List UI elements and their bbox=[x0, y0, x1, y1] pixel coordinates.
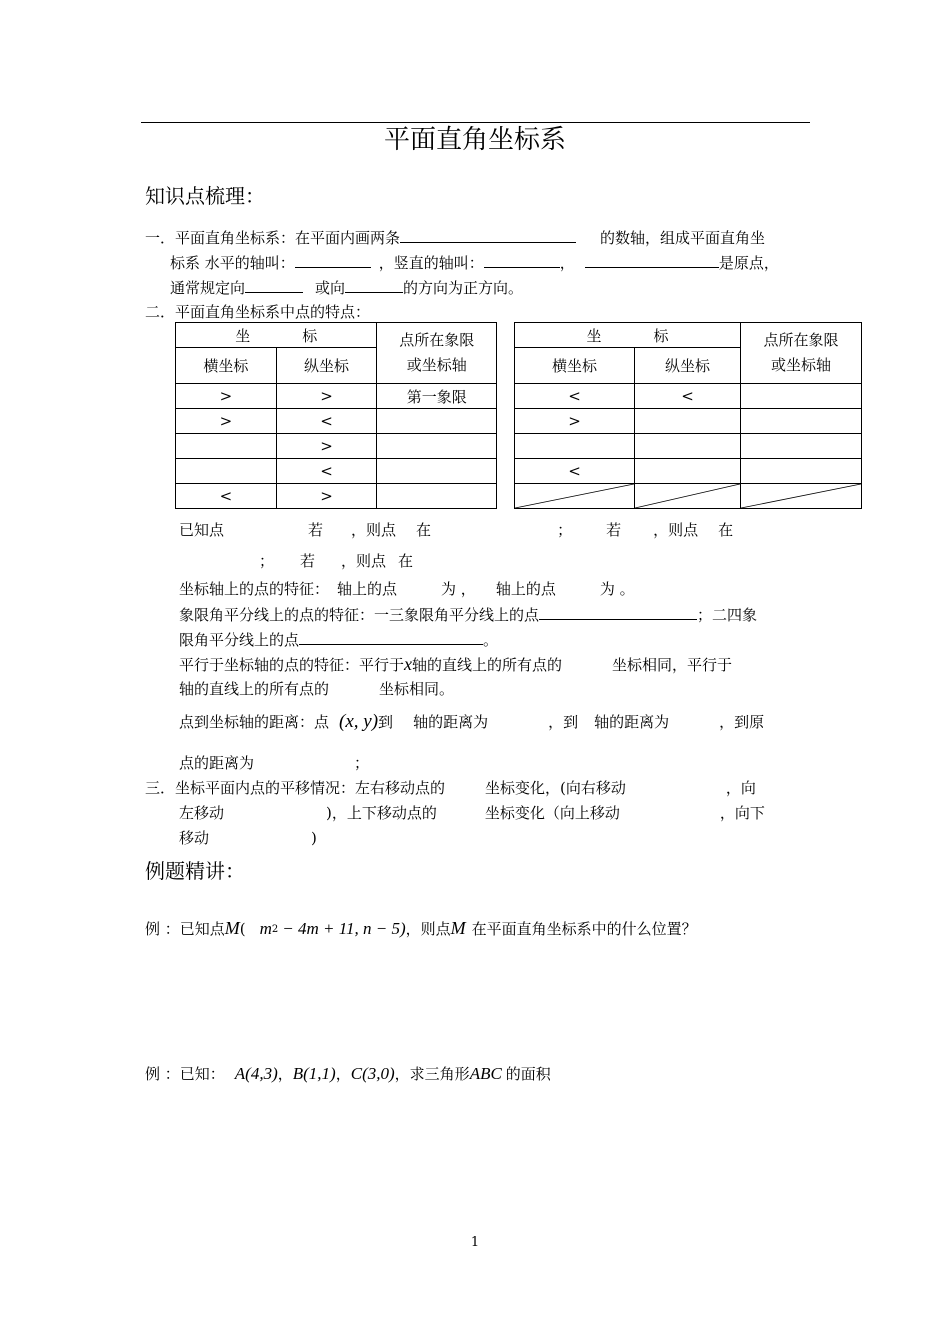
bisector-line1 bbox=[179, 604, 757, 625]
s3-text: 坐标变化（向上移动 bbox=[484, 804, 620, 822]
fill-blank bbox=[299, 629, 483, 645]
crossed-cell bbox=[635, 484, 741, 509]
parallel-line2 bbox=[179, 679, 454, 699]
s1-line2 bbox=[170, 252, 779, 273]
bisector-text: ；二四象 bbox=[697, 606, 758, 624]
s3-text: )，上下移动点的 bbox=[326, 804, 437, 822]
s3-text: 三．坐标平面内点的平移情况：左右移动点的 bbox=[145, 779, 446, 797]
cell bbox=[741, 434, 862, 459]
expression: − 4m + 11, n − 5) bbox=[282, 919, 406, 938]
diagonal-line bbox=[741, 484, 861, 508]
cell bbox=[635, 409, 741, 434]
s1-text: 的数轴，组成平面直角坐 bbox=[600, 229, 766, 247]
table-row-crossed bbox=[515, 484, 862, 509]
s1-text: 或向 bbox=[315, 279, 346, 297]
distance-text: ； bbox=[354, 754, 370, 772]
page-number: 1 bbox=[470, 1235, 480, 1250]
cell bbox=[377, 484, 497, 509]
cell bbox=[377, 434, 497, 459]
variable-x: x bbox=[404, 654, 413, 674]
known-text: 在 bbox=[718, 521, 734, 539]
axis-text: 为 。 bbox=[599, 580, 635, 598]
cell bbox=[176, 434, 277, 459]
cell bbox=[741, 459, 862, 484]
cell bbox=[635, 434, 741, 459]
cell: < bbox=[276, 459, 377, 484]
table-row bbox=[176, 409, 497, 434]
point-xy: (x, y) bbox=[339, 711, 379, 732]
s3-text: 左移动 bbox=[179, 804, 225, 822]
diagonal-line bbox=[515, 484, 634, 508]
header-x: 横坐标 bbox=[176, 348, 277, 384]
distance-text: 轴的距离为 bbox=[594, 713, 670, 731]
cell bbox=[741, 409, 862, 434]
table-row bbox=[515, 409, 862, 434]
examples-heading: 例题精讲： bbox=[145, 859, 245, 883]
table-row bbox=[515, 459, 862, 484]
ex1-text: ( bbox=[239, 920, 246, 938]
distance-line2 bbox=[179, 753, 369, 773]
cell: > bbox=[515, 409, 635, 434]
fill-blank bbox=[539, 604, 697, 620]
s3-text: 坐标变化，(向右移动 bbox=[485, 779, 626, 797]
knowledge-heading: 知识点梳理： bbox=[145, 184, 265, 208]
point-C: C(3,0) bbox=[350, 1064, 395, 1083]
s3-line1 bbox=[145, 778, 756, 798]
ex2-text: ， bbox=[335, 1065, 351, 1083]
cell bbox=[377, 459, 497, 484]
distance-text: 轴的距离为 bbox=[413, 713, 489, 731]
fill-blank bbox=[295, 252, 371, 268]
var-M: M bbox=[450, 918, 466, 938]
known-text: 若 bbox=[300, 552, 316, 570]
distance-text: ，到 bbox=[548, 713, 579, 731]
ex2-text: ，求三角形 bbox=[394, 1065, 470, 1083]
ex2-text: ， bbox=[277, 1065, 293, 1083]
quadrant-table-right bbox=[514, 322, 862, 509]
ex1-text: ，则点 bbox=[405, 920, 451, 938]
cell bbox=[176, 459, 277, 484]
s3-text: ，向 bbox=[725, 779, 756, 797]
cell bbox=[377, 409, 497, 434]
point-A: A(4,3) bbox=[234, 1064, 278, 1083]
known-text: 若 bbox=[308, 521, 324, 539]
bisector-text: 限角平分线上的点 bbox=[179, 631, 300, 649]
known-text: ，则点 bbox=[653, 521, 699, 539]
bisector-text: 象限角平分线上的点的特征：一三象限角平分线上的点 bbox=[179, 606, 540, 624]
table-row bbox=[176, 384, 497, 409]
known-text: 在 bbox=[416, 521, 432, 539]
s1-line3 bbox=[170, 277, 523, 298]
known-line1 bbox=[179, 520, 733, 540]
parallel-text: 坐标相同，平行于 bbox=[612, 656, 733, 674]
cell bbox=[515, 434, 635, 459]
parallel-line1 bbox=[179, 654, 732, 675]
diagonal-line bbox=[635, 484, 740, 508]
header-coordinate: 坐 标 bbox=[515, 323, 741, 348]
s1-text: 标系 水平的轴叫： bbox=[170, 254, 295, 272]
fill-blank bbox=[345, 277, 403, 293]
bisector-text: 。 bbox=[483, 631, 499, 649]
header-quadrant: 点所在象限 或坐标轴 bbox=[741, 323, 862, 384]
axis-text: 为 ， bbox=[441, 580, 476, 598]
ex2-text: 的面积 bbox=[505, 1065, 551, 1083]
cell: 第一象限 bbox=[377, 384, 497, 409]
known-text: ，则点 bbox=[351, 521, 397, 539]
parallel-text: 轴的直线上的所有点的 bbox=[179, 680, 330, 698]
distance-text: 点的距离为 bbox=[179, 754, 255, 772]
s1-text: ， bbox=[559, 254, 575, 272]
s2-heading: 二．平面直角坐标系中点的特点： bbox=[145, 303, 371, 321]
known-line2 bbox=[259, 551, 413, 571]
fill-blank bbox=[245, 277, 303, 293]
ex1-text: 在平面直角坐标系中的什么位置？ bbox=[471, 920, 697, 938]
table-row bbox=[176, 459, 497, 484]
known-text: ； bbox=[557, 521, 573, 539]
axis-text: 轴上的点 bbox=[495, 580, 556, 598]
cell: < bbox=[276, 409, 377, 434]
page-title: 平面直角坐标系 bbox=[383, 125, 566, 155]
s1-text: 通常规定向 bbox=[170, 279, 246, 297]
fill-blank bbox=[400, 227, 576, 243]
cell: < bbox=[515, 384, 635, 409]
s1-text: 是原点， bbox=[718, 254, 779, 272]
cell: < bbox=[635, 384, 741, 409]
quadrant-table-left bbox=[175, 322, 497, 509]
known-text: 已知点 bbox=[179, 521, 225, 539]
var-m: m bbox=[259, 919, 272, 938]
s3-text: 移动 bbox=[179, 829, 210, 847]
axis-points-line bbox=[179, 579, 635, 599]
known-text: ，则点 bbox=[341, 552, 387, 570]
cell: < bbox=[176, 484, 277, 509]
header-x: 横坐标 bbox=[515, 348, 635, 384]
table-row bbox=[515, 434, 862, 459]
header-quadrant: 点所在象限 或坐标轴 bbox=[377, 323, 497, 384]
parallel-text: 平行于坐标轴的点的特征：平行于 bbox=[179, 656, 405, 674]
fill-blank bbox=[484, 252, 560, 268]
s1-line1 bbox=[145, 227, 765, 248]
axis-text: 坐标轴上的点的特征： bbox=[179, 580, 330, 598]
s3-text: ，向下 bbox=[719, 804, 765, 822]
cell: > bbox=[176, 384, 277, 409]
header-coordinate: 坐 标 bbox=[176, 323, 377, 348]
header-y: 纵坐标 bbox=[635, 348, 741, 384]
example-2 bbox=[145, 1062, 551, 1086]
distance-text: 到 bbox=[378, 713, 394, 731]
ex2-text: 例 ：已知： bbox=[145, 1065, 225, 1083]
fill-blank bbox=[585, 252, 719, 268]
cell: < bbox=[515, 459, 635, 484]
cell bbox=[741, 384, 862, 409]
crossed-cell bbox=[515, 484, 635, 509]
point-B: B(1,1) bbox=[292, 1064, 336, 1083]
header-y: 纵坐标 bbox=[276, 348, 377, 384]
exponent: 2 bbox=[271, 924, 279, 935]
distance-line1 bbox=[179, 712, 764, 732]
known-text: 在 bbox=[398, 552, 414, 570]
distance-text: ，到原 bbox=[719, 713, 765, 731]
ex1-text: 例 ：已知点 bbox=[145, 920, 225, 938]
table-row bbox=[176, 484, 497, 509]
distance-text: 点到坐标轴的距离：点 bbox=[179, 713, 330, 731]
bisector-line2 bbox=[179, 629, 498, 650]
s1-text: 的方向为正方向。 bbox=[403, 279, 524, 297]
s1-text: ，竖直的轴叫： bbox=[378, 254, 484, 272]
var-M: M bbox=[224, 918, 240, 938]
table-row bbox=[176, 434, 497, 459]
s3-line3 bbox=[179, 828, 317, 848]
cell: > bbox=[276, 484, 377, 509]
example-1 bbox=[145, 916, 697, 942]
s3-text: ) bbox=[311, 829, 317, 847]
known-text: 若 bbox=[606, 521, 622, 539]
known-text: ； bbox=[259, 552, 275, 570]
table-row bbox=[515, 384, 862, 409]
parallel-text: 轴的直线上的所有点的 bbox=[412, 656, 563, 674]
s3-line2 bbox=[179, 803, 765, 823]
cell: > bbox=[276, 384, 377, 409]
triangle-ABC: ABC bbox=[469, 1064, 502, 1083]
crossed-cell bbox=[741, 484, 862, 509]
cell: > bbox=[176, 409, 277, 434]
cell bbox=[635, 459, 741, 484]
parallel-text: 坐标相同。 bbox=[379, 680, 455, 698]
axis-text: 轴上的点 bbox=[337, 580, 398, 598]
cell: > bbox=[276, 434, 377, 459]
s1-text: 一．平面直角坐标系：在平面内画两条 bbox=[145, 229, 401, 247]
